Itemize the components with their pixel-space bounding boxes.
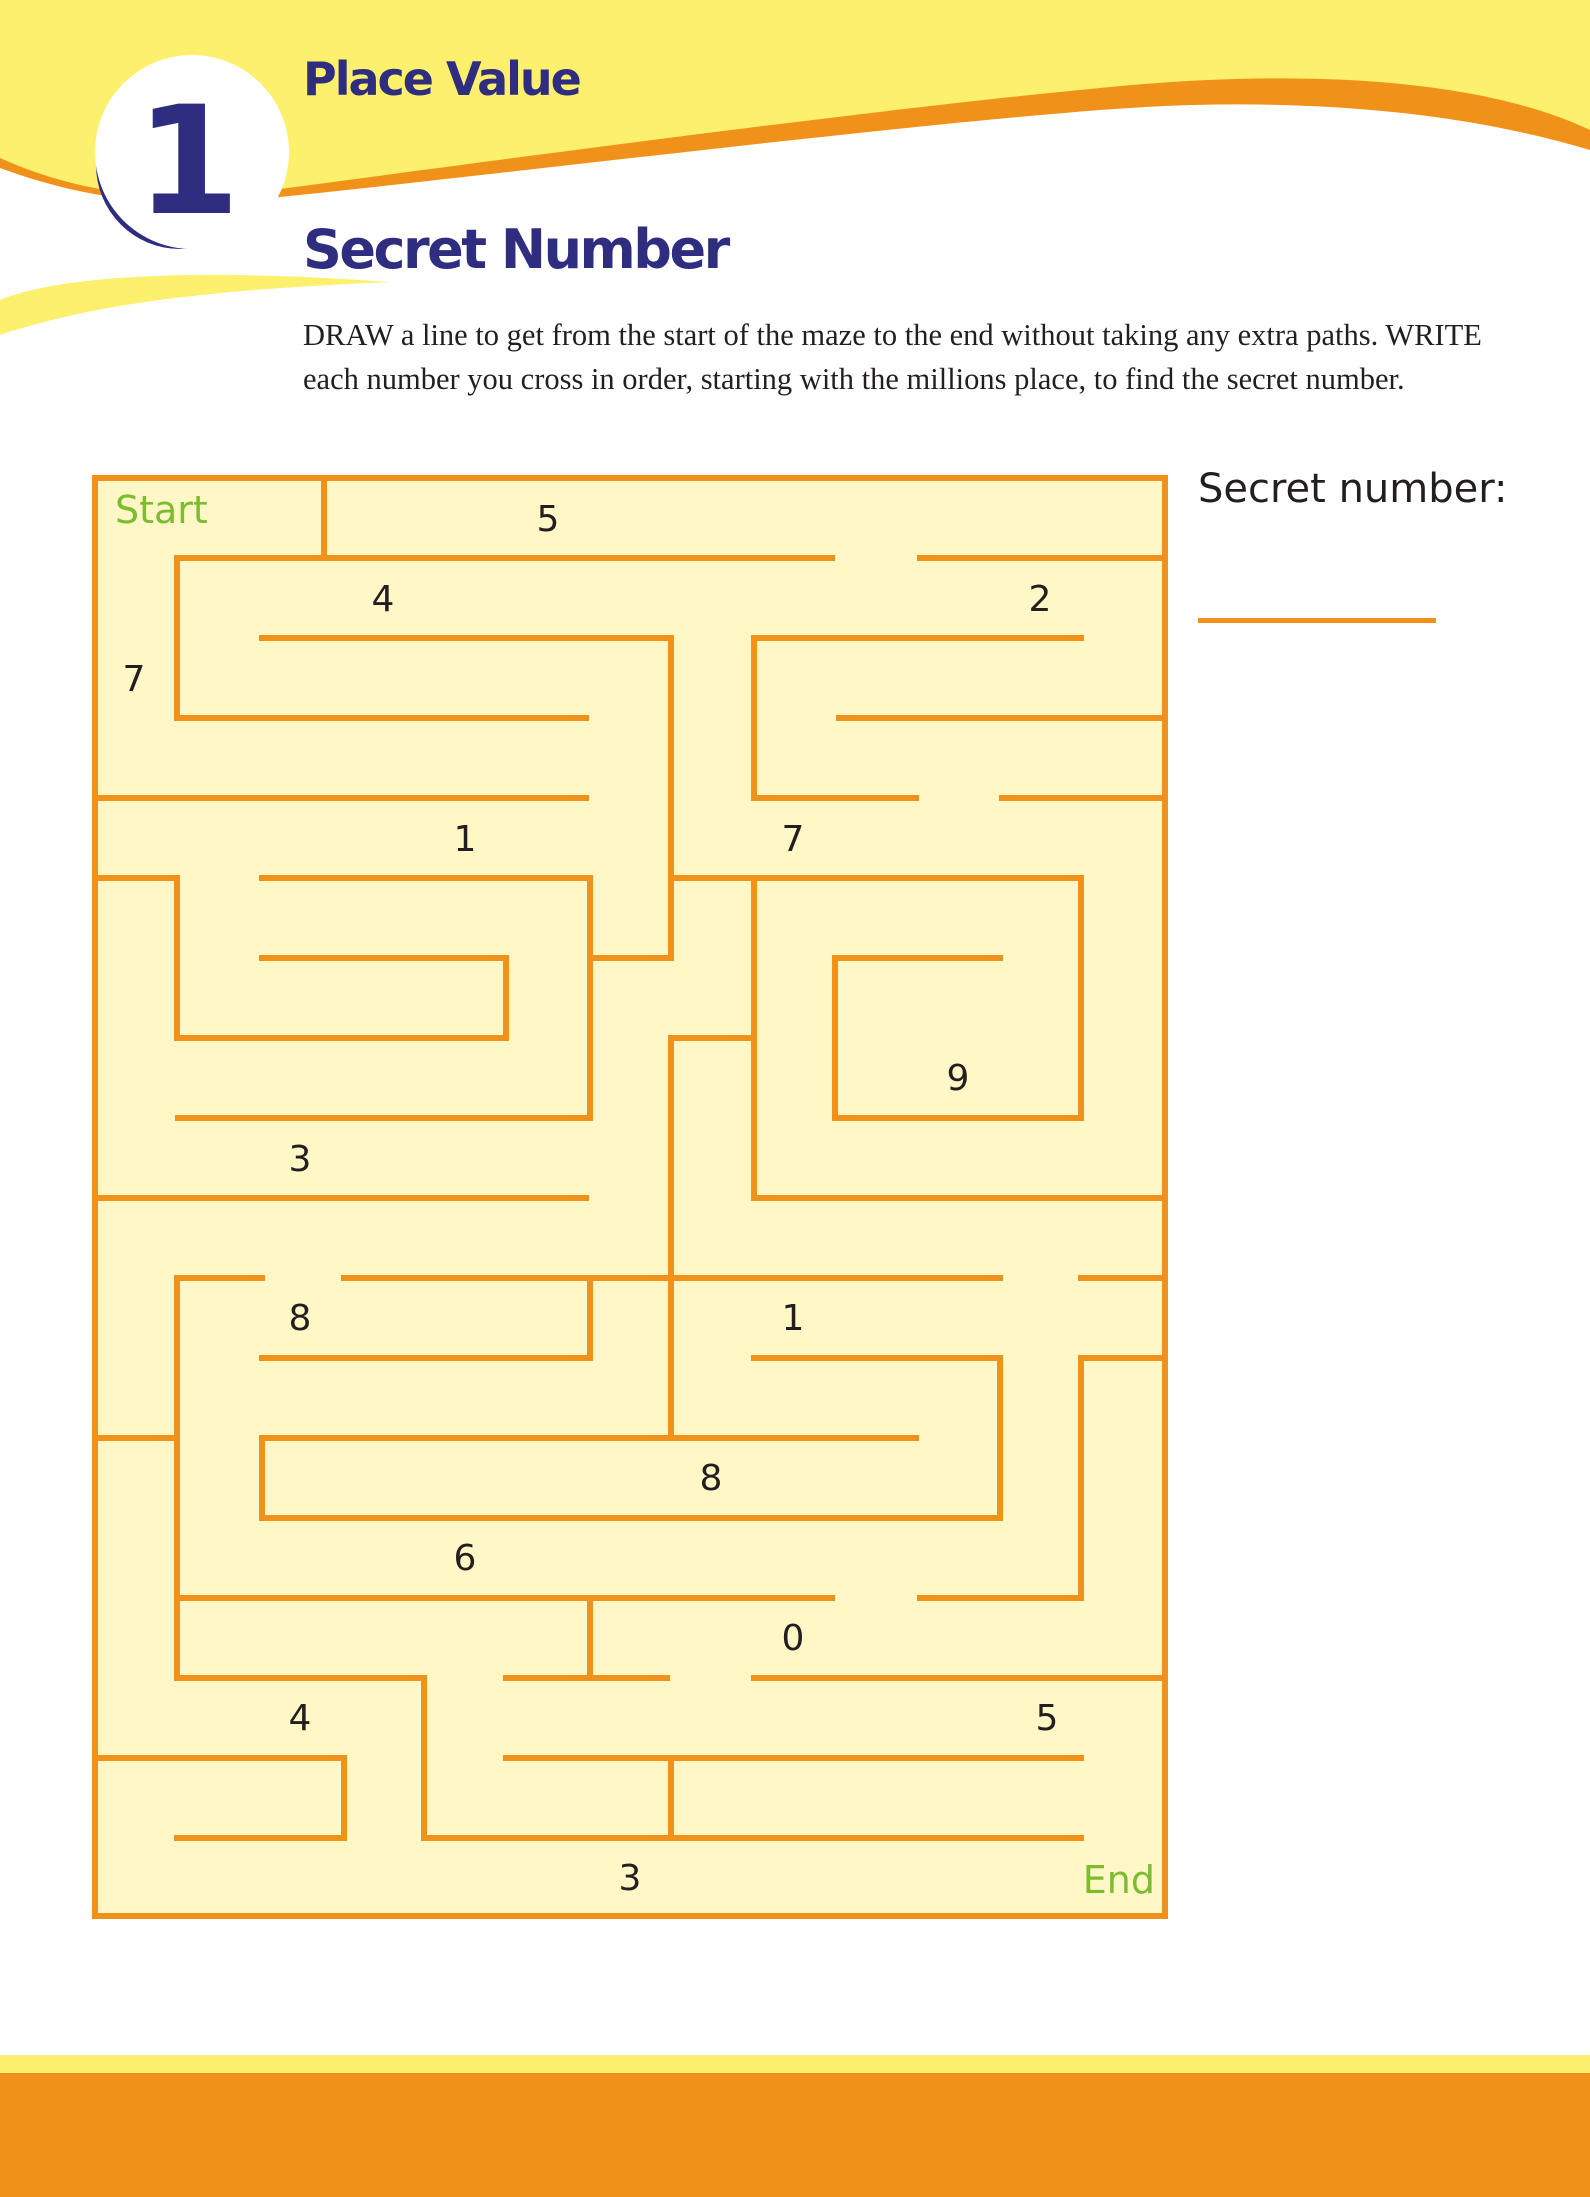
maze-number: 6: [453, 1538, 477, 1579]
maze-number: 7: [781, 819, 805, 860]
secret-number-answer-line[interactable]: [1198, 618, 1436, 623]
instructions-text: DRAW a line to get from the start of the maze to the end without taking any extra paths. WRITE each number you cross in order, starting with the millions place, to find the secret number.: [303, 318, 1482, 396]
maze-number: 9: [946, 1058, 970, 1099]
maze-number: 5: [536, 499, 560, 540]
secret-number-label: Secret number:: [1198, 466, 1508, 512]
maze-number: 1: [781, 1298, 805, 1339]
maze-number: 8: [288, 1298, 312, 1339]
maze-number: 3: [288, 1139, 312, 1180]
maze-number: 4: [371, 579, 395, 620]
maze-start-label: Start: [115, 488, 208, 532]
maze-end-label: End: [1082, 1858, 1155, 1902]
maze-number: 0: [781, 1618, 805, 1659]
maze-number: 5: [1035, 1698, 1059, 1739]
maze-number: 4: [288, 1698, 312, 1739]
page-title: Secret Number: [303, 218, 728, 281]
maze-number: 3: [618, 1858, 642, 1899]
maze-number: 7: [122, 659, 146, 700]
maze-number: 1: [453, 819, 477, 860]
maze-number: 2: [1028, 579, 1052, 620]
chapter-title: Place Value: [303, 52, 580, 106]
chapter-number: 1: [135, 75, 241, 249]
maze-number: 8: [699, 1458, 723, 1499]
